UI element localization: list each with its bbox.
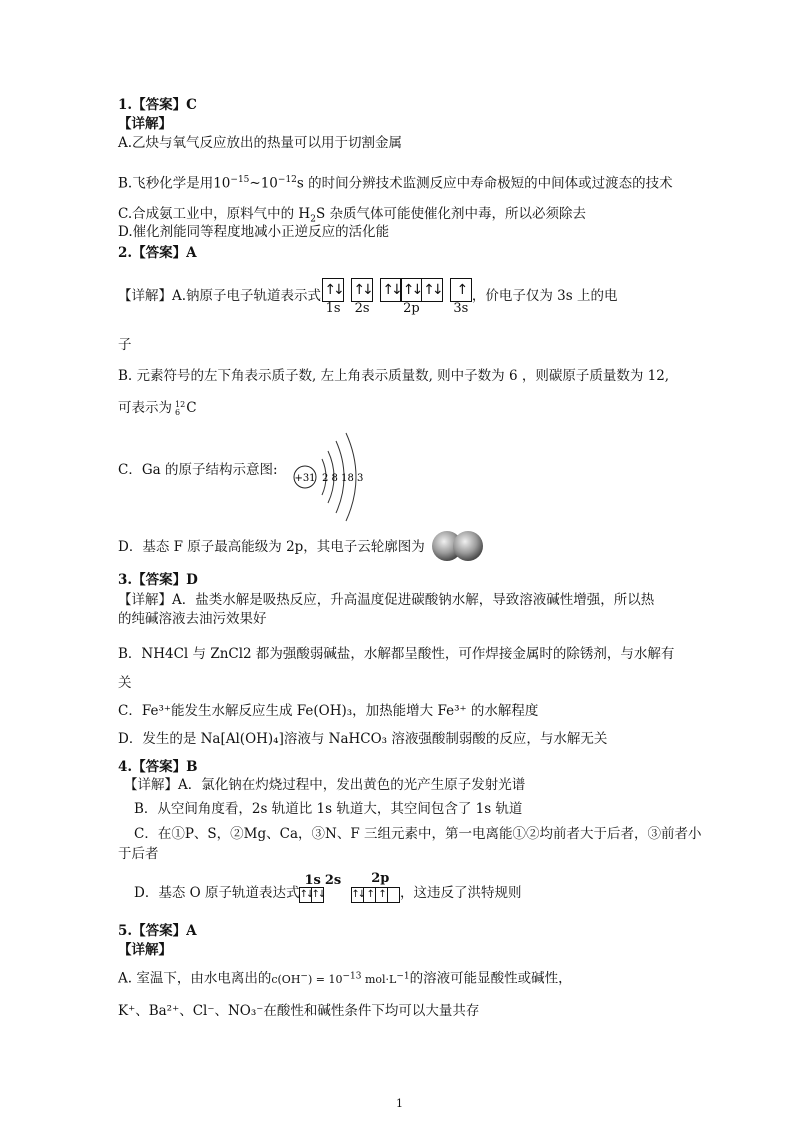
ga-shell-electrons: 2 8 18 3 — [322, 473, 364, 484]
q3-option-a-line1: 【详解】A．盐类水解是吸热反应，升高温度促进碳酸钠水解，导致溶液碱性增强，所以热 — [118, 592, 655, 608]
q3-option-b-line1: B．NH4Cl 与 ZnCl2 都为强酸弱碱盐，水解都呈酸性，可作焊接金属时的除锈剂，与水解有 — [118, 646, 675, 662]
orbital-label: 2p — [371, 871, 390, 886]
orbital-box: ↑↓ — [299, 887, 312, 903]
p-orbital-cloud-image — [429, 530, 487, 562]
orbital-label: 2s — [354, 301, 370, 316]
q2-header: 2.【答案】A — [118, 245, 197, 261]
oxygen-orbital-diagram — [299, 869, 399, 903]
q1-option-d: D.催化剂能同等程度地减小正逆反应的活化能 — [118, 224, 390, 240]
q3-option-d: D．发生的是 Na[Al(OH)₄]溶液与 NaHCO₃ 溶液强酸制弱酸的反应，与水解无关 — [118, 731, 608, 747]
q5-header: 5.【答案】A — [118, 923, 197, 939]
q3-option-b-line2: 关 — [118, 675, 132, 691]
q1-option-a: A.乙炔与氧气反应放出的热量可以用于切割金属 — [118, 135, 403, 151]
orbital-box: ↑ — [363, 887, 376, 903]
q2-option-b-line1: B. 元素符号的左下角表示质子数, 左上角表示质量数, 则中子数为 6 ，则碳原子质量数为 12, — [118, 368, 670, 384]
q4-header: 4.【答案】B — [118, 759, 198, 775]
orbital-box: ↑↓ — [322, 278, 344, 302]
q3-header: 3.【答案】D — [118, 572, 198, 588]
q3-option-a-line2: 的纯碱溶液去油污效果好 — [118, 611, 267, 627]
orbital-label: 2p — [403, 301, 420, 316]
q2-option-c: C．Ga 的原子结构示意图: — [118, 462, 278, 478]
ga-atomic-structure-diagram — [286, 427, 366, 527]
orbital-box: ↑↓ — [351, 887, 364, 903]
q4-option-b: B．从空间角度看，2s 轨道比 1s 轨道大，其空间包含了 1s 轨道 — [134, 801, 523, 817]
q2-option-a: 【详解】A.钠原子电子轨道表示式 ↑↓ 1s ↑↓ 2s ↑↓ ↑↓ ↑↓ 2p ↑ 3s ，价电子仅为 3s 上的电 — [118, 278, 617, 316]
sodium-orbital-diagram — [322, 278, 472, 316]
orbital-label: 3s — [453, 301, 469, 316]
orbital-box: ↑↓ — [400, 278, 422, 302]
orbital-label: 1s — [304, 873, 321, 888]
q3-option-c: C．Fe³⁺能发生水解反应生成 Fe(OH)₃，加热能增大 Fe³⁺ 的水解程度 — [118, 703, 539, 719]
q1-option-c: C.合成氨工业中，原料气中的 $H_2S$ 杂质气体可能使催化剂中毒，所以必须除去 — [118, 206, 586, 225]
orbital-box: ↑ — [375, 887, 388, 903]
q1-option-b: B.飞秒化学是用$10^{-15}\sim 10^{-12}s$ 的时间分辨技术监测反应中寿命极短的中间体或过渡态的技术 — [118, 175, 673, 192]
orbital-box — [387, 887, 400, 903]
q5-option-b: K⁺、Ba²⁺、Cl⁻、NO₃⁻在酸性和碱性条件下均可以大量共存 — [118, 1003, 480, 1019]
q2-option-a-cont: 子 — [118, 337, 132, 353]
q4-option-a: 【详解】A．氯化钠在灼烧过程中，发出黄色的光产生原子发射光谱 — [124, 777, 526, 793]
orbital-label: 1s — [325, 301, 341, 316]
q4-option-c-line1: C．在①P、S，②Mg、Ca，③N、F 三组元素中，第一电离能①②均前者大于后者，③前者小 — [134, 826, 702, 842]
orbital-box: ↑↓ — [351, 278, 373, 302]
orbital-box: ↑↓ — [421, 278, 443, 302]
orbital-box: ↑ — [450, 278, 472, 302]
q5-option-a: A. 室温下，由水电离出的$c(OH^-) = 10^{-13}$ $mol\cdot L^{-1}$的溶液可能显酸性或碱性， — [118, 970, 572, 987]
page-number: 1 — [396, 1097, 403, 1110]
q5-detail-label: 【详解】 — [118, 942, 172, 958]
q4-option-d: D．基态 O 原子轨道表达式 1s 2s ↑↓ ↑↓ 2p ↑↓ ↑ ↑ ，这违反了洪特规则 — [134, 871, 522, 901]
ga-nucleus-text: +31 — [294, 473, 316, 484]
q2-option-b-line2: 可表示为 12 6 C — [118, 399, 197, 417]
orbital-label: 2s — [324, 873, 342, 888]
q2-option-d: D．基态 F 原子最高能级为 2p，其电子云轮廓图为 — [118, 539, 425, 555]
q1-detail-label: 【详解】 — [118, 116, 172, 132]
orbital-box: ↑↓ — [380, 278, 402, 302]
orbital-box: ↑↓ — [311, 887, 324, 903]
q1-header: 1.【答案】C — [118, 97, 197, 113]
q4-option-c-line2: 于后者 — [118, 846, 159, 862]
